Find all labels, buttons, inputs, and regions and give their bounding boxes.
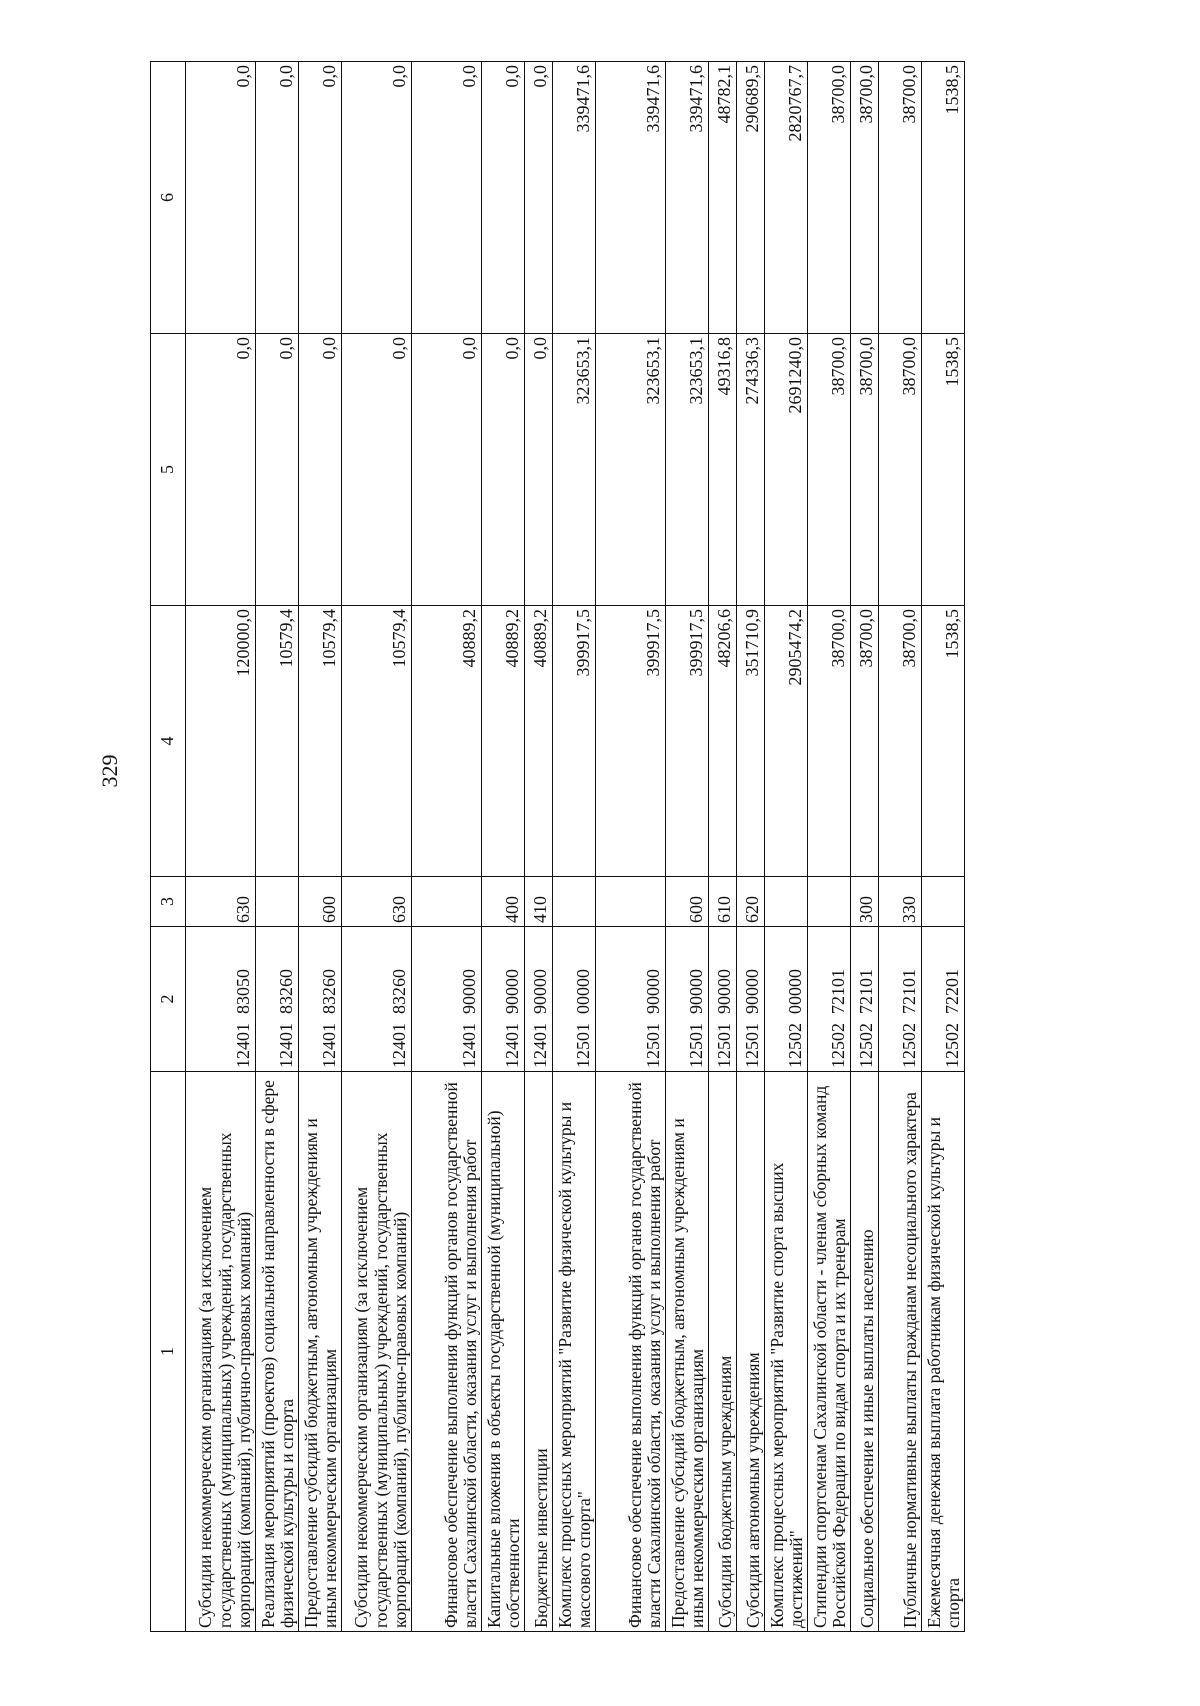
amount-year-2: 38700,0 bbox=[879, 334, 922, 606]
table-row bbox=[525, 62, 553, 1632]
column-header-2: 2 bbox=[151, 927, 186, 1072]
direction-code: 90000 bbox=[502, 969, 523, 1014]
table-row bbox=[342, 62, 412, 1632]
amount-year-1: 40889,2 bbox=[482, 606, 525, 877]
row-name: Предоставление субсидий бюджетным, автономным учреждениям и иным некоммерческим организациям bbox=[666, 1072, 709, 1632]
column-header-4: 4 bbox=[151, 606, 186, 877]
target-article-code bbox=[851, 927, 879, 1072]
amount-year-2: 49316,8 bbox=[709, 334, 737, 606]
row-name: Социальное обеспечение и иные выплаты населению bbox=[851, 1072, 879, 1632]
amount-year-2: 0,0 bbox=[256, 334, 299, 606]
program-code: 12401 bbox=[389, 1023, 410, 1068]
expense-type-code bbox=[412, 877, 482, 927]
column-header-6: 6 bbox=[151, 62, 186, 334]
expense-type-code bbox=[808, 877, 851, 927]
amount-year-3: 2820767,7 bbox=[765, 62, 808, 334]
amount-year-1: 48206,6 bbox=[709, 606, 737, 877]
direction-code: 83260 bbox=[389, 969, 410, 1014]
amount-year-1: 120000,0 bbox=[186, 606, 256, 877]
amount-year-3: 1538,5 bbox=[922, 62, 965, 334]
amount-year-1: 10579,4 bbox=[299, 606, 342, 877]
target-article-code bbox=[922, 927, 965, 1072]
target-article-code bbox=[709, 927, 737, 1072]
amount-year-3: 339471,6 bbox=[553, 62, 596, 334]
amount-year-2: 2691240,0 bbox=[765, 334, 808, 606]
rotated-page bbox=[150, 62, 1100, 1632]
amount-year-1: 1538,5 bbox=[922, 606, 965, 877]
row-name: Финансовое обеспечение выполнения функций органов государственной власти Сахалинской области, оказания услуг и выполнения работ bbox=[596, 1072, 666, 1632]
target-article-code bbox=[299, 927, 342, 1072]
program-code: 12502 bbox=[899, 1023, 920, 1068]
program-code: 12501 bbox=[573, 1023, 594, 1068]
table-row bbox=[412, 62, 482, 1632]
expense-type-code: 600 bbox=[299, 877, 342, 927]
amount-year-3: 0,0 bbox=[342, 62, 412, 334]
expense-type-code: 610 bbox=[709, 877, 737, 927]
amount-year-2: 1538,5 bbox=[922, 334, 965, 606]
header-row bbox=[151, 62, 186, 1632]
row-name: Бюджетные инвестиции bbox=[525, 1072, 553, 1632]
program-code: 12502 bbox=[828, 1023, 849, 1068]
direction-code: 72101 bbox=[828, 969, 849, 1014]
column-header-1: 1 bbox=[151, 1072, 186, 1632]
amount-year-2: 0,0 bbox=[186, 334, 256, 606]
table-row bbox=[808, 62, 851, 1632]
amount-year-2: 0,0 bbox=[525, 334, 553, 606]
amount-year-3: 38700,0 bbox=[851, 62, 879, 334]
program-code: 12401 bbox=[276, 1023, 297, 1068]
table-row bbox=[299, 62, 342, 1632]
direction-code: 90000 bbox=[643, 969, 664, 1014]
amount-year-1: 38700,0 bbox=[851, 606, 879, 877]
program-code: 12501 bbox=[686, 1023, 707, 1068]
amount-year-3: 290689,5 bbox=[737, 62, 765, 334]
row-name: Комплекс процессных мероприятий "Развитие спорта высших достижений" bbox=[765, 1072, 808, 1632]
budget-table bbox=[150, 61, 965, 1632]
amount-year-2: 38700,0 bbox=[808, 334, 851, 606]
row-name: Субсидии автономным учреждениям bbox=[737, 1072, 765, 1632]
expense-type-code bbox=[765, 877, 808, 927]
expense-type-code: 620 bbox=[737, 877, 765, 927]
target-article-code bbox=[879, 927, 922, 1072]
amount-year-3: 0,0 bbox=[256, 62, 299, 334]
row-name: Реализация мероприятий (проектов) социальной направленности в сфере физической культуры и спорта bbox=[256, 1072, 299, 1632]
direction-code: 00000 bbox=[785, 969, 806, 1014]
target-article-code bbox=[765, 927, 808, 1072]
amount-year-3: 38700,0 bbox=[879, 62, 922, 334]
row-name: Субсидии бюджетным учреждениям bbox=[709, 1072, 737, 1632]
amount-year-1: 2905474,2 bbox=[765, 606, 808, 877]
direction-code: 83260 bbox=[276, 969, 297, 1014]
amount-year-2: 274336,3 bbox=[737, 334, 765, 606]
program-code: 12501 bbox=[714, 1023, 735, 1068]
direction-code: 72101 bbox=[899, 969, 920, 1014]
row-name: Стипендии спортсменам Сахалинской области - членам сборных команд Российской Федерации по видам спорта и их тренерам bbox=[808, 1072, 851, 1632]
amount-year-2: 323653,1 bbox=[596, 334, 666, 606]
direction-code: 83260 bbox=[319, 969, 340, 1014]
row-name: Капитальные вложения в объекты государственной (муниципальной) собственности bbox=[482, 1072, 525, 1632]
table-row bbox=[851, 62, 879, 1632]
expense-type-code: 400 bbox=[482, 877, 525, 927]
target-article-code bbox=[596, 927, 666, 1072]
direction-code: 83050 bbox=[233, 969, 254, 1014]
table-row bbox=[666, 62, 709, 1632]
page-number: 329 bbox=[97, 754, 122, 788]
expense-type-code: 630 bbox=[342, 877, 412, 927]
expense-type-code: 600 bbox=[666, 877, 709, 927]
amount-year-3: 0,0 bbox=[186, 62, 256, 334]
table-body bbox=[186, 62, 965, 1632]
program-code: 12401 bbox=[459, 1023, 480, 1068]
amount-year-2: 0,0 bbox=[482, 334, 525, 606]
amount-year-3: 339471,6 bbox=[596, 62, 666, 334]
amount-year-3: 0,0 bbox=[299, 62, 342, 334]
row-name: Комплекс процессных мероприятий "Развитие физической культуры и массового спорта" bbox=[553, 1072, 596, 1632]
direction-code: 00000 bbox=[573, 969, 594, 1014]
target-article-code bbox=[256, 927, 299, 1072]
direction-code: 72101 bbox=[856, 969, 877, 1014]
amount-year-1: 399917,5 bbox=[553, 606, 596, 877]
table-row bbox=[765, 62, 808, 1632]
target-article-code bbox=[342, 927, 412, 1072]
table-row bbox=[553, 62, 596, 1632]
direction-code: 90000 bbox=[530, 969, 551, 1014]
target-article-code bbox=[482, 927, 525, 1072]
direction-code: 90000 bbox=[714, 969, 735, 1014]
target-article-code bbox=[737, 927, 765, 1072]
expense-type-code: 300 bbox=[851, 877, 879, 927]
table-row bbox=[482, 62, 525, 1632]
table-row bbox=[737, 62, 765, 1632]
direction-code: 72201 bbox=[942, 969, 963, 1014]
program-code: 12502 bbox=[785, 1023, 806, 1068]
amount-year-2: 323653,1 bbox=[666, 334, 709, 606]
amount-year-1: 10579,4 bbox=[342, 606, 412, 877]
amount-year-2: 0,0 bbox=[299, 334, 342, 606]
amount-year-1: 399917,5 bbox=[596, 606, 666, 877]
amount-year-2: 323653,1 bbox=[553, 334, 596, 606]
direction-code: 90000 bbox=[686, 969, 707, 1014]
direction-code: 90000 bbox=[742, 969, 763, 1014]
table-row bbox=[879, 62, 922, 1632]
amount-year-3: 339471,6 bbox=[666, 62, 709, 334]
row-name: Предоставление субсидий бюджетным, автономным учреждениям и иным некоммерческим организациям bbox=[299, 1072, 342, 1632]
column-header-3: 3 bbox=[151, 877, 186, 927]
amount-year-1: 40889,2 bbox=[412, 606, 482, 877]
table-row bbox=[922, 62, 965, 1632]
expense-type-code bbox=[256, 877, 299, 927]
amount-year-3: 0,0 bbox=[525, 62, 553, 334]
target-article-code bbox=[553, 927, 596, 1072]
amount-year-1: 10579,4 bbox=[256, 606, 299, 877]
target-article-code bbox=[412, 927, 482, 1072]
amount-year-3: 0,0 bbox=[482, 62, 525, 334]
program-code: 12401 bbox=[319, 1023, 340, 1068]
row-name: Ежемесячная денежная выплата работникам физической культуры и спорта bbox=[922, 1072, 965, 1632]
expense-type-code bbox=[922, 877, 965, 927]
program-code: 12502 bbox=[942, 1023, 963, 1068]
row-name: Субсидии некоммерческим организациям (за исключением государственных (муниципальных) учреждений, государственных корпораций (компаний), публично-правовых компаний) bbox=[342, 1072, 412, 1632]
amount-year-1: 40889,2 bbox=[525, 606, 553, 877]
program-code: 12502 bbox=[856, 1023, 877, 1068]
row-name: Финансовое обеспечение выполнения функций органов государственной власти Сахалинской области, оказания услуг и выполнения работ bbox=[412, 1072, 482, 1632]
table-row bbox=[256, 62, 299, 1632]
target-article-code bbox=[808, 927, 851, 1072]
amount-year-2: 0,0 bbox=[342, 334, 412, 606]
expense-type-code: 630 bbox=[186, 877, 256, 927]
target-article-code bbox=[525, 927, 553, 1072]
target-article-code bbox=[666, 927, 709, 1072]
amount-year-1: 38700,0 bbox=[808, 606, 851, 877]
amount-year-1: 38700,0 bbox=[879, 606, 922, 877]
column-header-5: 5 bbox=[151, 334, 186, 606]
amount-year-1: 399917,5 bbox=[666, 606, 709, 877]
program-code: 12401 bbox=[530, 1023, 551, 1068]
expense-type-code: 330 bbox=[879, 877, 922, 927]
table-row bbox=[186, 62, 256, 1632]
target-article-code bbox=[186, 927, 256, 1072]
expense-type-code: 410 bbox=[525, 877, 553, 927]
program-code: 12401 bbox=[502, 1023, 523, 1068]
row-name: Публичные нормативные выплаты гражданам несоциального характера bbox=[879, 1072, 922, 1632]
row-name: Субсидии некоммерческим организациям (за исключением государственных (муниципальных) учреждений, государственных корпораций (компаний), публично-правовых компаний) bbox=[186, 1072, 256, 1632]
program-code: 12501 bbox=[742, 1023, 763, 1068]
amount-year-3: 0,0 bbox=[412, 62, 482, 334]
amount-year-3: 48782,1 bbox=[709, 62, 737, 334]
direction-code: 90000 bbox=[459, 969, 480, 1014]
program-code: 12401 bbox=[233, 1023, 254, 1068]
expense-type-code bbox=[596, 877, 666, 927]
amount-year-2: 38700,0 bbox=[851, 334, 879, 606]
expense-type-code bbox=[553, 877, 596, 927]
table-row bbox=[709, 62, 737, 1632]
amount-year-3: 38700,0 bbox=[808, 62, 851, 334]
program-code: 12501 bbox=[643, 1023, 664, 1068]
table-row bbox=[596, 62, 666, 1632]
amount-year-1: 351710,9 bbox=[737, 606, 765, 877]
amount-year-2: 0,0 bbox=[412, 334, 482, 606]
